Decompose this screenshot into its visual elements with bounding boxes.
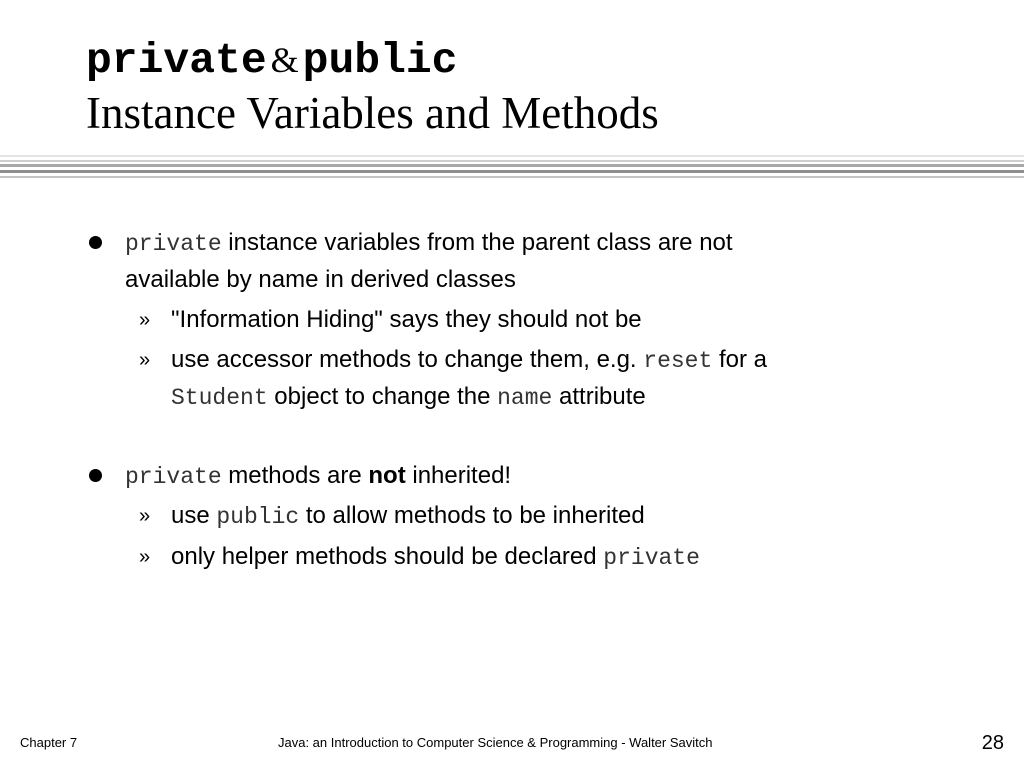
footer-book-title: Java: an Introduction to Computer Science & Programming - Walter Savitch <box>278 735 713 750</box>
bullet-dot-icon <box>89 236 102 249</box>
sub-bullet-marker-icon: » <box>139 505 151 527</box>
sub-bullet-marker-icon: » <box>139 546 151 568</box>
sub-bullet-text-part: only helper methods should be declared <box>171 543 604 570</box>
sub-bullet-text <box>171 342 891 416</box>
code-private: private <box>603 545 700 571</box>
sub-bullet-text-part: use <box>171 502 217 529</box>
sub-bullet-text-part: to allow methods to be inherited <box>299 502 645 529</box>
bullet-text <box>125 225 885 298</box>
bullet-text-line1: instance variables from the parent class are not <box>221 229 733 256</box>
sub-bullet-text-part: for a <box>712 346 767 373</box>
bullet-text-part: methods are <box>221 462 369 489</box>
sub-bullet-text-part: use accessor methods to change them, e.g. <box>171 346 644 373</box>
code-private: private <box>125 464 222 490</box>
code-student: Student <box>171 385 268 411</box>
title-keyword-public: public <box>302 36 458 85</box>
sub-bullet-text <box>171 539 891 576</box>
sub-bullet-marker-icon: » <box>139 349 151 371</box>
code-name: name <box>497 385 553 411</box>
bullet-text-part: inherited! <box>405 462 512 489</box>
code-reset: reset <box>643 348 713 374</box>
code-private: private <box>125 231 222 257</box>
page-number: 28 <box>981 732 1004 754</box>
sub-bullet-text <box>171 498 891 535</box>
title-keyword-private: private <box>86 36 267 85</box>
sub-bullet-text-part: object to change the <box>267 383 498 410</box>
title-subtitle: Instance Variables and Methods <box>86 88 659 138</box>
code-public: public <box>216 504 300 530</box>
title-ampersand: & <box>270 40 299 80</box>
emphasis-not: not <box>368 462 406 489</box>
footer-chapter: Chapter 7 <box>20 735 78 750</box>
sub-bullet-text-part: attribute <box>552 383 646 410</box>
bullet-text <box>125 458 885 495</box>
bullet-dot-icon <box>89 469 102 482</box>
bullet-text-line2: available by name in derived classes <box>125 266 516 293</box>
sub-bullet-text: "Information Hiding" says they should not be <box>171 306 642 333</box>
sub-bullet-marker-icon: » <box>139 309 151 331</box>
